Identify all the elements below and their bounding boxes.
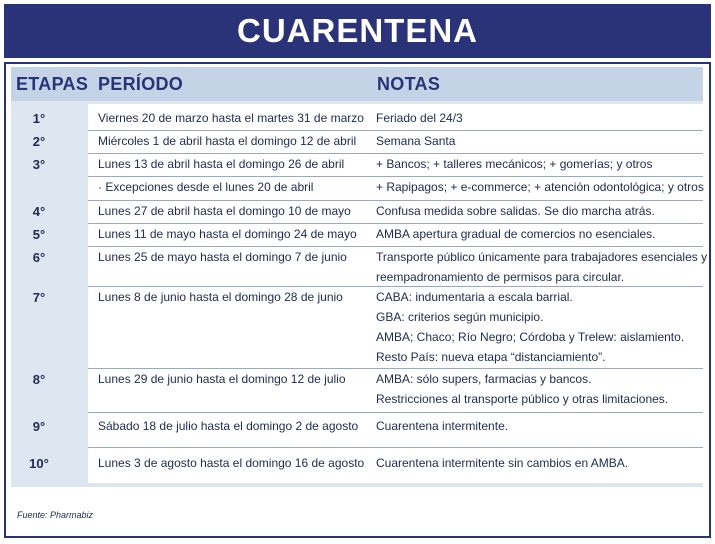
row-stage: 3° [32,157,46,172]
row-note: reempadronamiento de permisos para circular. [376,270,625,284]
row-period: Lunes 27 de abril hasta el domingo 10 de mayo [98,204,351,218]
row-note: Resto País: nueva etapa “distanciamiento”. [376,350,606,364]
header-notes: NOTAS [377,74,441,94]
row-note: + Bancos; + talleres mecánicos; + gomerías; y otros [376,157,653,171]
row-note: AMBA apertura gradual de comercios no esenciales. [376,227,656,241]
row-stage: 8° [32,372,46,387]
row-note: Restricciones al transporte público y otras limitaciones. [376,392,669,406]
row-note: Semana Santa [376,134,456,148]
row-note: CABA: indumentaria a escala barrial. [376,290,573,304]
row-note: Cuarentena intermitente. [376,419,509,433]
row-period: · Excepciones desde el lunes 20 de abril [98,180,314,194]
row-period: Lunes 25 de mayo hasta el domingo 7 de junio [98,250,347,264]
row-note: Cuarentena intermitente sin cambios en AMBA. [376,456,629,470]
row-note: Feriado del 24/3 [376,111,463,125]
row-note: Confusa medida sobre salidas. Se dio marcha atrás. [376,204,655,218]
row-stage: 4° [32,204,46,219]
row-stage: 5° [32,227,46,242]
row-period: Lunes 29 de junio hasta el domingo 12 de julio [98,372,346,386]
row-divider [88,412,703,413]
row-stage: 7° [32,290,46,305]
row-note: + Rapipagos; + e-commerce; + atención odontológica; y otros [376,180,704,194]
page-title: CUARENTENA [4,4,711,58]
row-period: Lunes 8 de junio hasta el domingo 28 de junio [98,290,343,304]
row-stage: 9° [32,419,46,434]
row-note: AMBA; Chaco; Río Negro; Córdoba y Trelew: aislamiento. [376,330,685,344]
header-stages: ETAPAS [16,74,89,94]
row-note: GBA: criterios según municipio. [376,310,544,324]
row-period: Lunes 13 de abril hasta el domingo 26 de abril [98,157,345,171]
row-stage: 10° [29,456,49,471]
row-period: Miércoles 1 de abril hasta el domingo 12 de abril [98,134,357,148]
row-note: Transporte público únicamente para trabajadores esenciales y [376,250,708,264]
source-note: Fuente: Pharmabiz [17,510,94,520]
row-stage: 2° [32,134,46,149]
row-period: Viernes 20 de marzo hasta el martes 31 de marzo [98,111,364,125]
row-divider [88,447,703,448]
row-period: Sábado 18 de julio hasta el domingo 2 de agosto [98,419,359,433]
header-period: PERÍODO [98,74,184,94]
row-period: Lunes 3 de agosto hasta el domingo 16 de agosto [98,456,365,470]
row-stage: 6° [32,250,46,265]
row-period: Lunes 11 de mayo hasta el domingo 24 de mayo [98,227,357,241]
row-note: AMBA: sólo supers, farmacias y bancos. [376,372,592,386]
row-stage: 1° [32,111,46,126]
